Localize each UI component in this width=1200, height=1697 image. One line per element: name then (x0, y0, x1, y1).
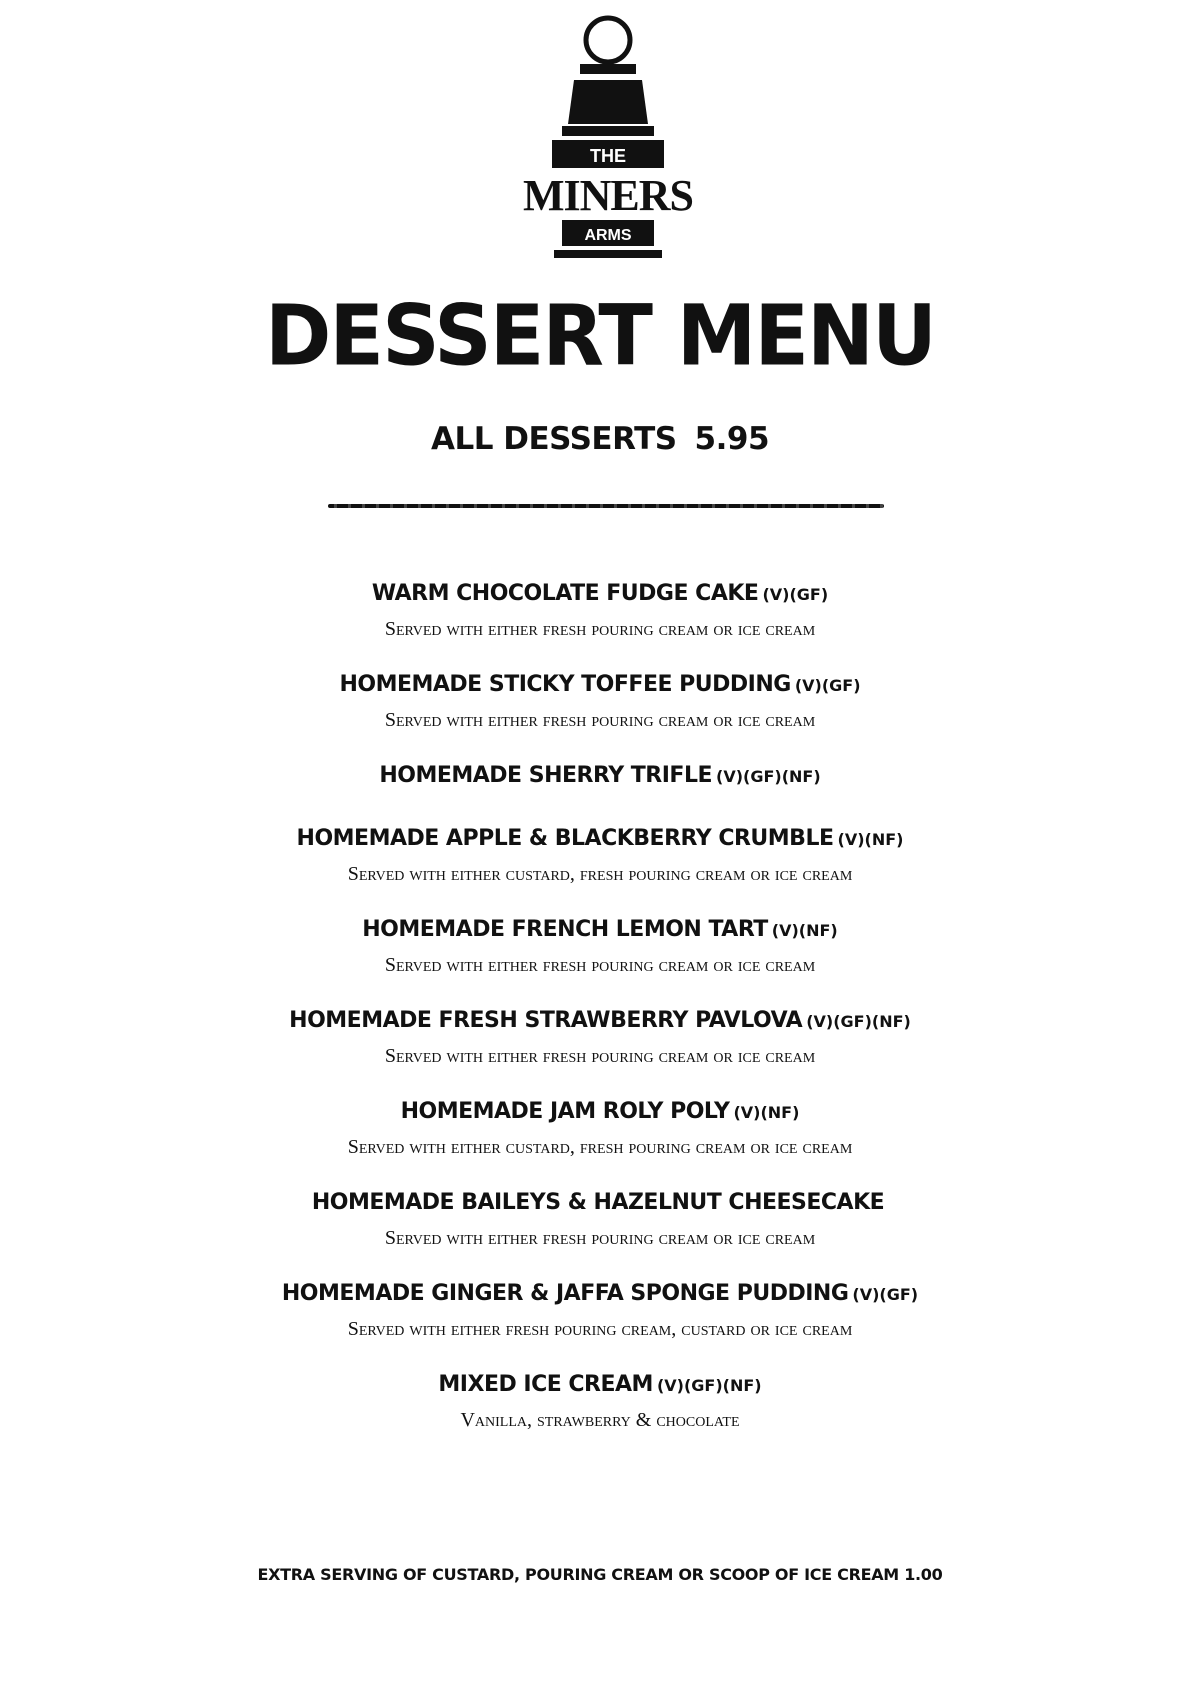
menu-item (0, 762, 1200, 791)
menu-item (0, 671, 1200, 734)
menu-item (0, 916, 1200, 979)
item-name: HOMEMADE APPLE & BLACKBERRY CRUMBLE (296, 826, 834, 851)
menu-item (0, 825, 1200, 888)
item-name: HOMEMADE BAILEYS & HAZELNUT CHEESECAKE (311, 1190, 885, 1215)
menu-item (0, 1098, 1200, 1161)
item-tags: (V)(GF)(NF) (656, 1376, 762, 1395)
menu-item (0, 1189, 1200, 1252)
item-description: Served with either fresh pouring cream or ice cream (384, 709, 816, 731)
item-name: HOMEMADE FRESH STRAWBERRY PAVLOVA (289, 1008, 803, 1033)
item-description: Served with either custard, fresh pouring cream or ice cream (347, 1136, 853, 1158)
item-name: HOMEMADE STICKY TOFFEE PUDDING (339, 672, 791, 697)
menu-list (0, 580, 1200, 1462)
menu-item (0, 1371, 1200, 1434)
item-name: HOMEMADE FRENCH LEMON TART (362, 917, 768, 942)
footer-note: EXTRA SERVING OF CUSTARD, POURING CREAM OR SCOOP OF ICE CREAM 1.00 (257, 1565, 943, 1584)
item-tags: (V)(GF) (794, 676, 861, 695)
logo-main-text: MINERS (522, 171, 694, 220)
item-description: Served with either fresh pouring cream or ice cream (384, 954, 816, 976)
price-value: 5.95 (694, 421, 770, 457)
item-tags: (V)(GF)(NF) (716, 767, 821, 786)
item-tags: (V)(NF) (771, 921, 838, 940)
item-description: Served with either fresh pouring cream or ice cream (384, 618, 816, 640)
miners-arms-logo (482, 12, 734, 260)
item-tags: (V)(GF)(NF) (806, 1012, 911, 1031)
item-description: Served with either custard, fresh pouring cream or ice cream (347, 863, 853, 885)
divider (328, 504, 884, 508)
price-label: ALL DESSERTS (430, 421, 677, 457)
logo-bottom-text: ARMS (584, 227, 632, 244)
menu-item (0, 1280, 1200, 1343)
item-tags: (V)(NF) (733, 1103, 800, 1122)
item-description: Served with either fresh pouring cream or ice cream (384, 1045, 816, 1067)
item-name: HOMEMADE JAM ROLY POLY (400, 1099, 730, 1124)
price-line (0, 421, 1200, 457)
item-description: Vanilla, strawberry & chocolate (460, 1409, 740, 1431)
item-name: WARM CHOCOLATE FUDGE CAKE (371, 581, 759, 606)
item-description: Served with either fresh pouring cream or ice cream (384, 1227, 816, 1249)
item-name: HOMEMADE SHERRY TRIFLE (379, 763, 713, 788)
item-name: MIXED ICE CREAM (438, 1372, 653, 1397)
menu-item (0, 1007, 1200, 1070)
item-tags: (V)(GF) (852, 1285, 919, 1304)
item-description: Served with either fresh pouring cream, custard or ice cream (347, 1318, 853, 1340)
item-tags: (V)(GF) (762, 585, 829, 604)
item-name: HOMEMADE GINGER & JAFFA SPONGE PUDDING (281, 1281, 849, 1306)
logo-top-text: THE (590, 146, 626, 166)
menu-item (0, 580, 1200, 643)
page-title: DESSERT MENU (265, 286, 935, 385)
item-tags: (V)(NF) (837, 830, 904, 849)
